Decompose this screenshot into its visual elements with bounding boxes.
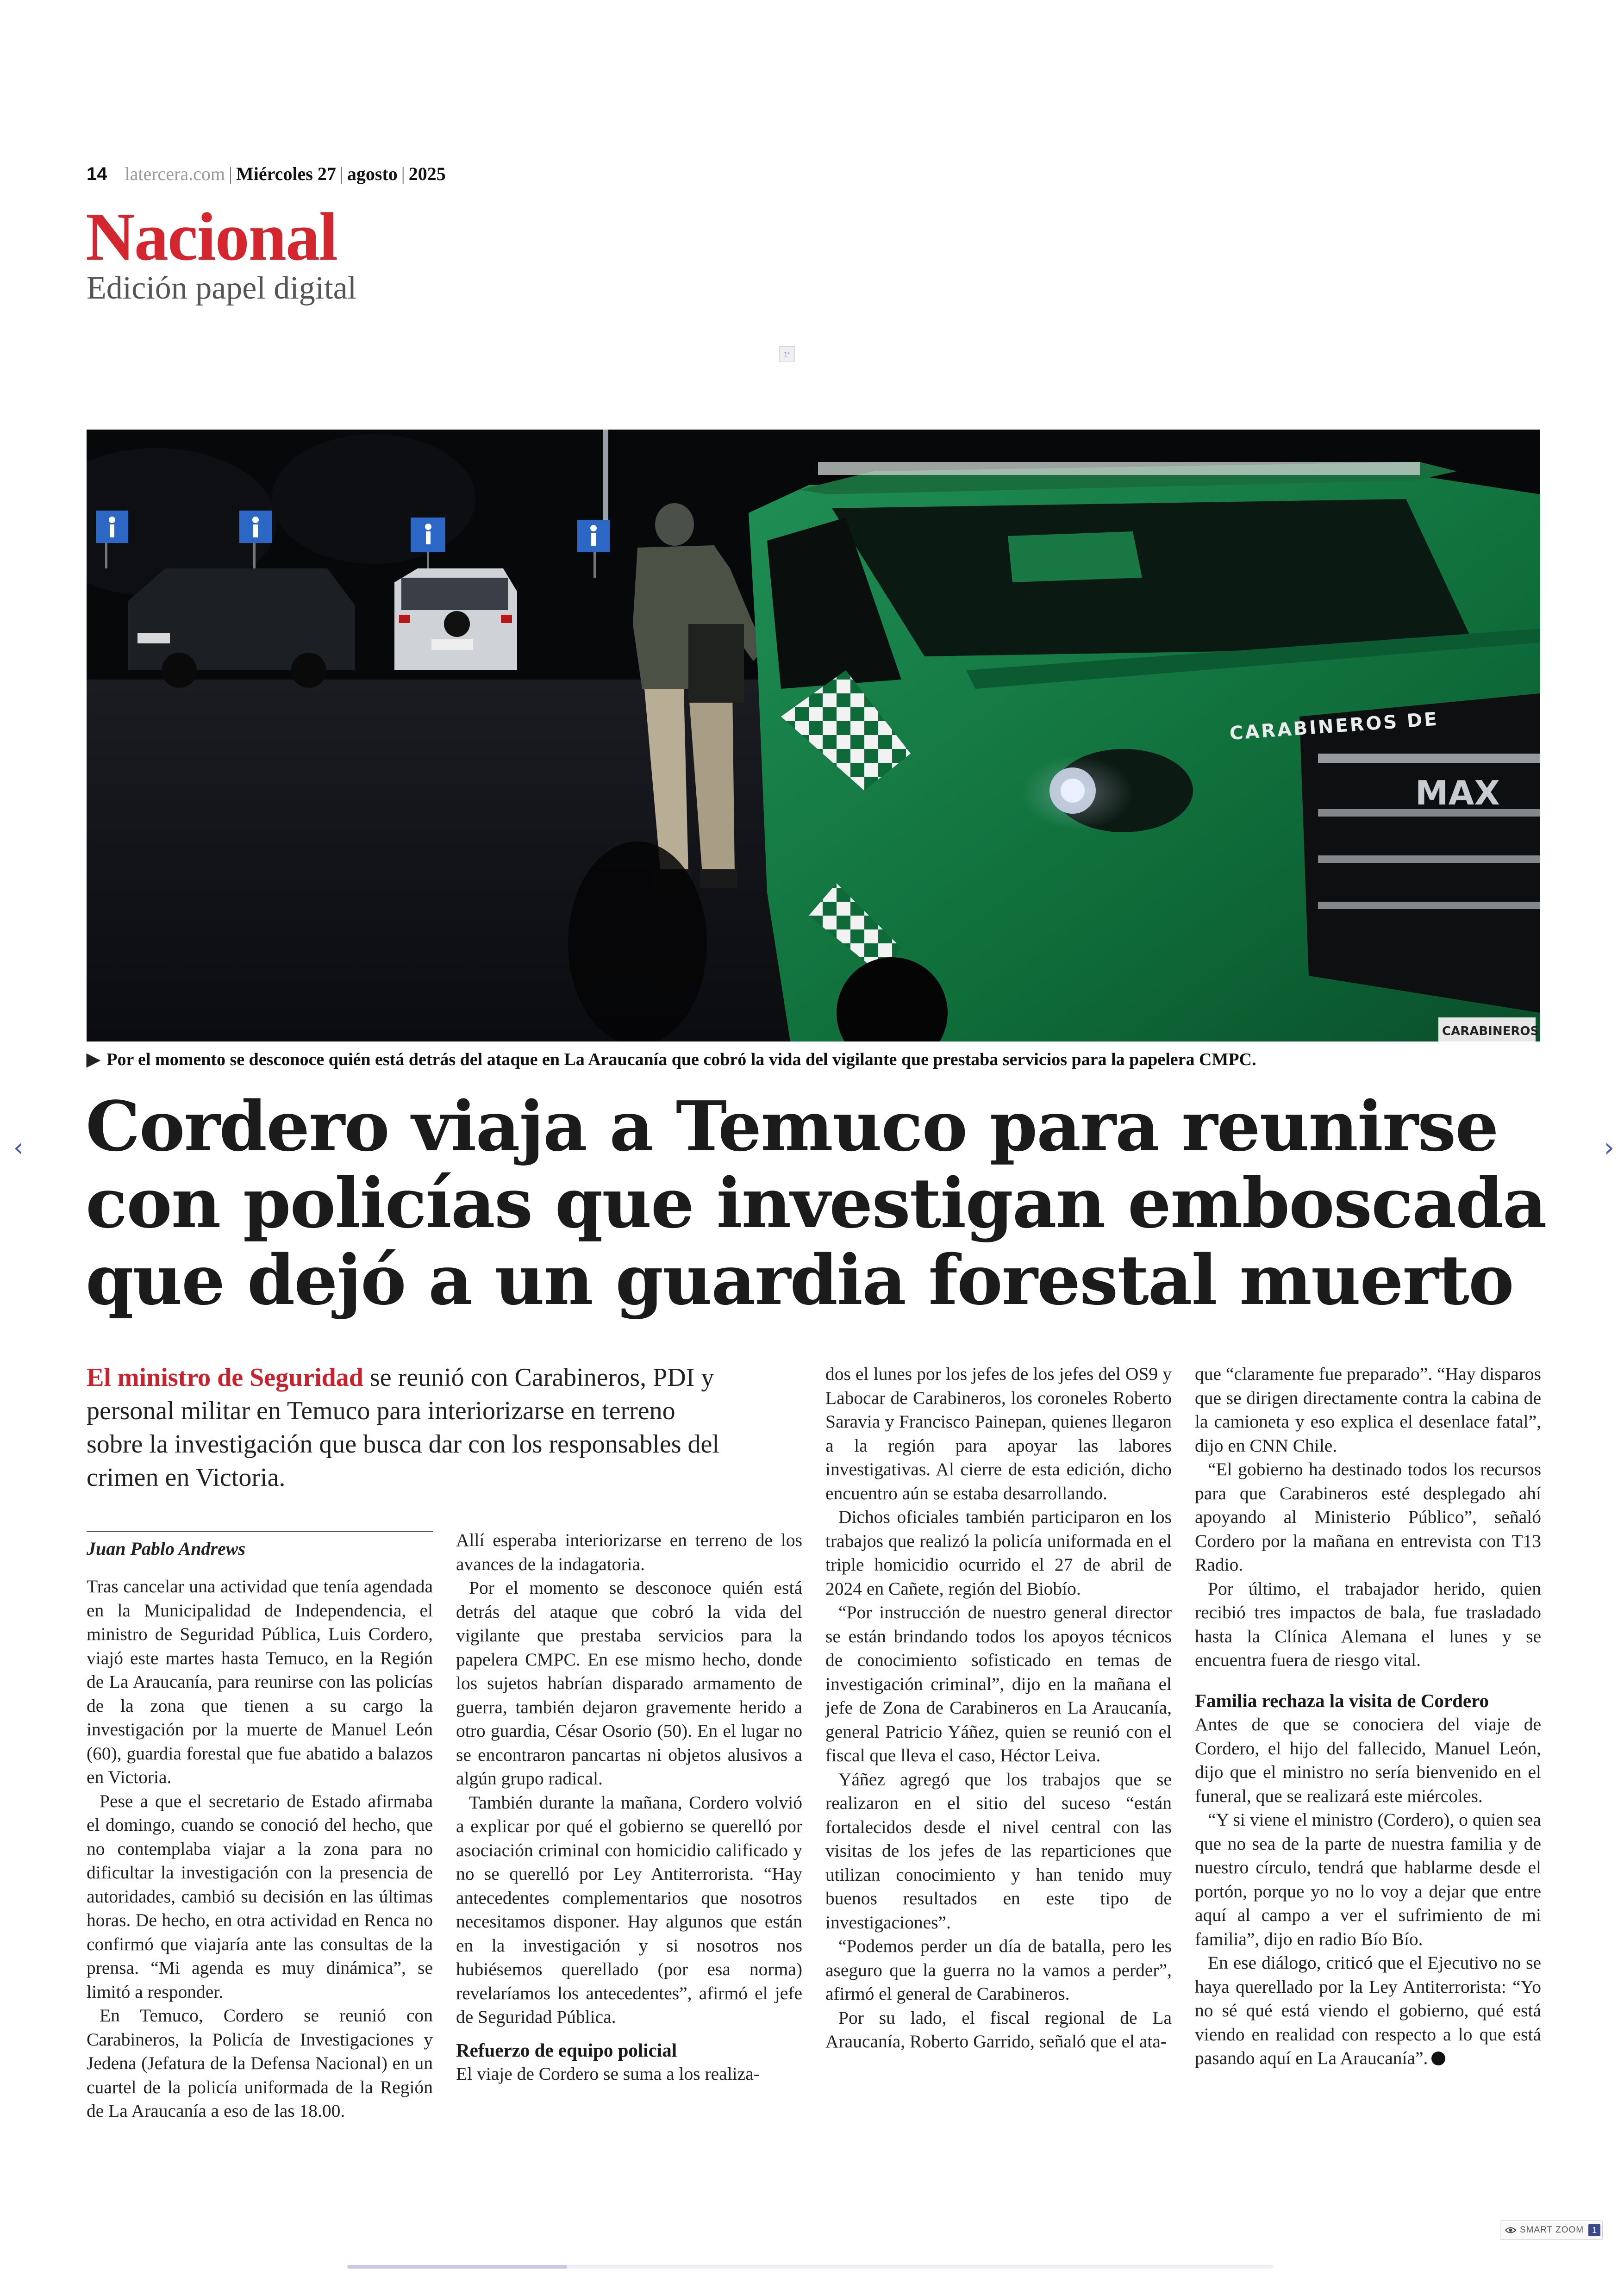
vehicle-text: CARABINEROS DE bbox=[1229, 708, 1439, 744]
section-title: Nacional bbox=[86, 199, 337, 275]
paragraph: Dichos oficiales también participaron en los trabajos que realizó la policía uniformada en el triple homicidio ocurrido el 27 de abril de 2024 en Cañete, región del Biobío. bbox=[825, 1507, 1172, 1599]
paragraph: Yáñez agregó que los trabajos que se realizaron en el sitio del suceso “están fortalecidos desde el nivel central con las visitas de los jefes de las reparticiones que utilizan conocimiento y han tenido muy buenos resultados en este tipo de investigaciones”. bbox=[825, 1769, 1172, 1933]
lead-text: se reunió con Carabineros, PDI y personal militar en Temuco para interiorizarse en terreno sobre la investigación que busca dar con los responsables del crimen en Victoria. bbox=[87, 1363, 719, 1492]
parked-car-dark bbox=[128, 568, 355, 688]
photo-caption bbox=[87, 1049, 1256, 1070]
paragraph: Allí esperaba interiorizarse en terreno de los avances de la indagatoria. bbox=[456, 1530, 802, 1574]
scroll-thumb[interactable] bbox=[347, 2265, 567, 2269]
paragraph: dos el lunes por los jefes de los jefes del OS9 y Labocar de Carabineros, los coroneles Roberto Saravia y Francisco Painepan, quienes llegaron a la región para apoyar las labores investigativas. Al cierre de esta edición, dicho encuentro aún se estaba desarrollando. bbox=[825, 1364, 1172, 1503]
smart-zoom-control[interactable] bbox=[1500, 2220, 1603, 2240]
paragraph: El viaje de Cordero se suma a los realiza- bbox=[456, 2064, 760, 2084]
article-column-2 bbox=[456, 1528, 802, 2086]
paragraph: Tras cancelar una actividad que tenía agendada en la Municipalidad de Independencia, el ministro de Seguridad Pública, Luis Cordero, viajó este martes hasta Temuco, en la Región de La Araucanía, para reunirse con las policías de la zona que tienen a su cargo la investigación por la muerte de Manuel León (60), guardia forestal que fue abatido a balazos en Victoria. bbox=[87, 1576, 433, 1787]
parked-car-white bbox=[394, 568, 517, 670]
article-headline: Cordero viaja a Temuco para reunirse con policías que investigan emboscada que dejó a un guardia forestal muerto bbox=[86, 1086, 1546, 1320]
article-column-4 bbox=[1195, 1362, 1541, 2070]
eye-icon bbox=[1505, 2226, 1516, 2234]
paragraph: Antes de que se conociera del viaje de Cordero, el hijo del fallecido, Manuel León, dijo que el ministro no sería bienvenido en el funeral, que se realizará este miércoles. bbox=[1195, 1714, 1541, 1806]
paragraph: Por su lado, el fiscal regional de La Araucanía, Roberto Garrido, señaló que el ata- bbox=[825, 2007, 1172, 2052]
truck-grille bbox=[1299, 693, 1540, 1013]
article-photo bbox=[87, 430, 1540, 1041]
paragraph: “El gobierno ha destinado todos los recursos para que Carabineros esté desplegado ahí apoyando al Ministerio Público”, señaló Cordero por la mañana en entrevista con T13 Radio. bbox=[1195, 1459, 1541, 1575]
subheading-family-rejects: Familia rechaza la visita de Cordero bbox=[1195, 1690, 1489, 1711]
smart-zoom-label: SMART ZOOM bbox=[1520, 2225, 1584, 2235]
caption-text: Por el momento se desconoce quién está detrás del ataque en La Araucanía que cobró la vida del vigilante que prestaba servicios para la papelera CMPC. bbox=[106, 1050, 1256, 1069]
paragraph-final-text: En ese diálogo, criticó que el Ejecutivo no se haya querellado por la Ley Antiterrorista: “Yo no sé qué está viendo el gobierno, qué está viendo en realidad con respecto a lo que está pasando aquí en La Araucanía”. bbox=[1195, 1952, 1541, 2068]
date-year: 2025 bbox=[408, 163, 446, 184]
site-name: latercera.com bbox=[125, 163, 225, 184]
date-month: agosto bbox=[347, 163, 398, 184]
page-marker: 1* bbox=[779, 346, 795, 362]
page-header: 14 latercera.com | Miércoles 27 | agosto | 2025 bbox=[87, 163, 446, 184]
grille-text: MAX bbox=[1415, 773, 1500, 812]
end-of-article-icon bbox=[1431, 2052, 1445, 2065]
subheading-police-reinforcement: Refuerzo de equipo policial bbox=[456, 2039, 677, 2061]
paragraph: Por el momento se desconoce quién está detrás del ataque que cobró la vida del vigilante que prestaba servicios para la papelera CMPC. En ese mismo hecho, donde los sujetos habrían disparado armamento de guerra, también dejaron gravemente herido a otro guardia, César Osorio (50). En el lugar no se encontraron pancartas ni objetos alusivos a algún grupo radical. bbox=[456, 1578, 802, 1789]
paragraph: “Y si viene el ministro (Cordero), o quien sea que no sea de la parte de nuestra familia y de nuestro círculo, tendrá que hablarme desde el portón, porque yo no lo voy a dejar que entre aquí al campo a ver el sufrimiento de mi familia”, dijo en radio Bío Bío. bbox=[1195, 1809, 1541, 1949]
plate-text: CARABINEROS bbox=[1442, 1024, 1539, 1038]
article-column-3 bbox=[825, 1362, 1172, 2054]
next-page-button[interactable]: › bbox=[1604, 1133, 1615, 1163]
article-column-1 bbox=[87, 1575, 433, 2123]
byline-divider bbox=[87, 1531, 433, 1532]
page-number: 14 bbox=[87, 164, 107, 184]
date-day: Miércoles 27 bbox=[236, 163, 336, 184]
previous-page-button[interactable]: ‹ bbox=[13, 1133, 24, 1163]
lead-highlight: El ministro de Seguridad bbox=[87, 1363, 363, 1392]
light-bar bbox=[818, 462, 1420, 475]
police-truck bbox=[749, 462, 1540, 1041]
edition-label: Edición papel digital bbox=[87, 270, 357, 306]
paragraph: También durante la mañana, Cordero volvió a explicar por qué el gobierno se querelló por asociación criminal con homicidio calificado y no se querelló por Ley Antiterrorista. “Hay antecedentes complementarios que nosotros necesitamos disponer. Hay algunos que están en la investigación y si nosotros nos hubiésemos querellado (por esa norma) revelaríamos los antecedentes”, afirmó el jefe de Seguridad Pública. bbox=[456, 1792, 802, 2027]
paragraph: “Por instrucción de nuestro general director se están brindando todos los apoyos técnicos de conocimiento sofisticado en temas de investigación criminal”, dijo en la mañana el jefe de Zona de Carabineros en La Araucanía, general Patricio Yáñez, quien se reunió con el fiscal que lleva el caso, Héctor Leiva. bbox=[825, 1602, 1172, 1765]
paragraph: Por último, el trabajador herido, quien recibió tres impactos de bala, fue trasladado hasta la Clínica Alemana el lunes y se encuentra fuera de riesgo vital. bbox=[1195, 1578, 1541, 1670]
paragraph: En Temuco, Cordero se reunió con Carabineros, la Policía de Investigaciones y Jedena (Jefatura de la Defensa Nacional) en un cuartel de la policía uniformada de la Región de La Araucanía a eso de las 18.00. bbox=[87, 2005, 433, 2121]
paragraph-final bbox=[1195, 1951, 1541, 2070]
byline: Juan Pablo Andrews bbox=[87, 1538, 246, 1559]
smart-zoom-page: 1 bbox=[1588, 2224, 1600, 2236]
article-lead bbox=[87, 1361, 735, 1494]
caption-arrow-icon: ▶ bbox=[87, 1050, 100, 1069]
paragraph: que “claramente fue preparado”. “Hay disparos que se dirigen directamente contra la cabina de la camioneta y eso explica el desenlace fatal”, dijo en CNN Chile. bbox=[1195, 1364, 1541, 1456]
paragraph: “Podemos perder un día de batalla, pero les aseguro que la guerra no la vamos a perder”, afirmó el general de Carabineros. bbox=[825, 1936, 1172, 2004]
paragraph: Pese a que el secretario de Estado afirmaba el domingo, cuando se conoció del hecho, que no contemplaba viajar a la zona para no dificultar la investigación con la presencia de autoridades, cambió su decisión en las últimas horas. De hecho, en otra actividad en Renca no confirmó que viajaría ante las consultas de la prensa. “Mi agenda es muy dinámica”, se limitó a responder. bbox=[87, 1790, 433, 2002]
